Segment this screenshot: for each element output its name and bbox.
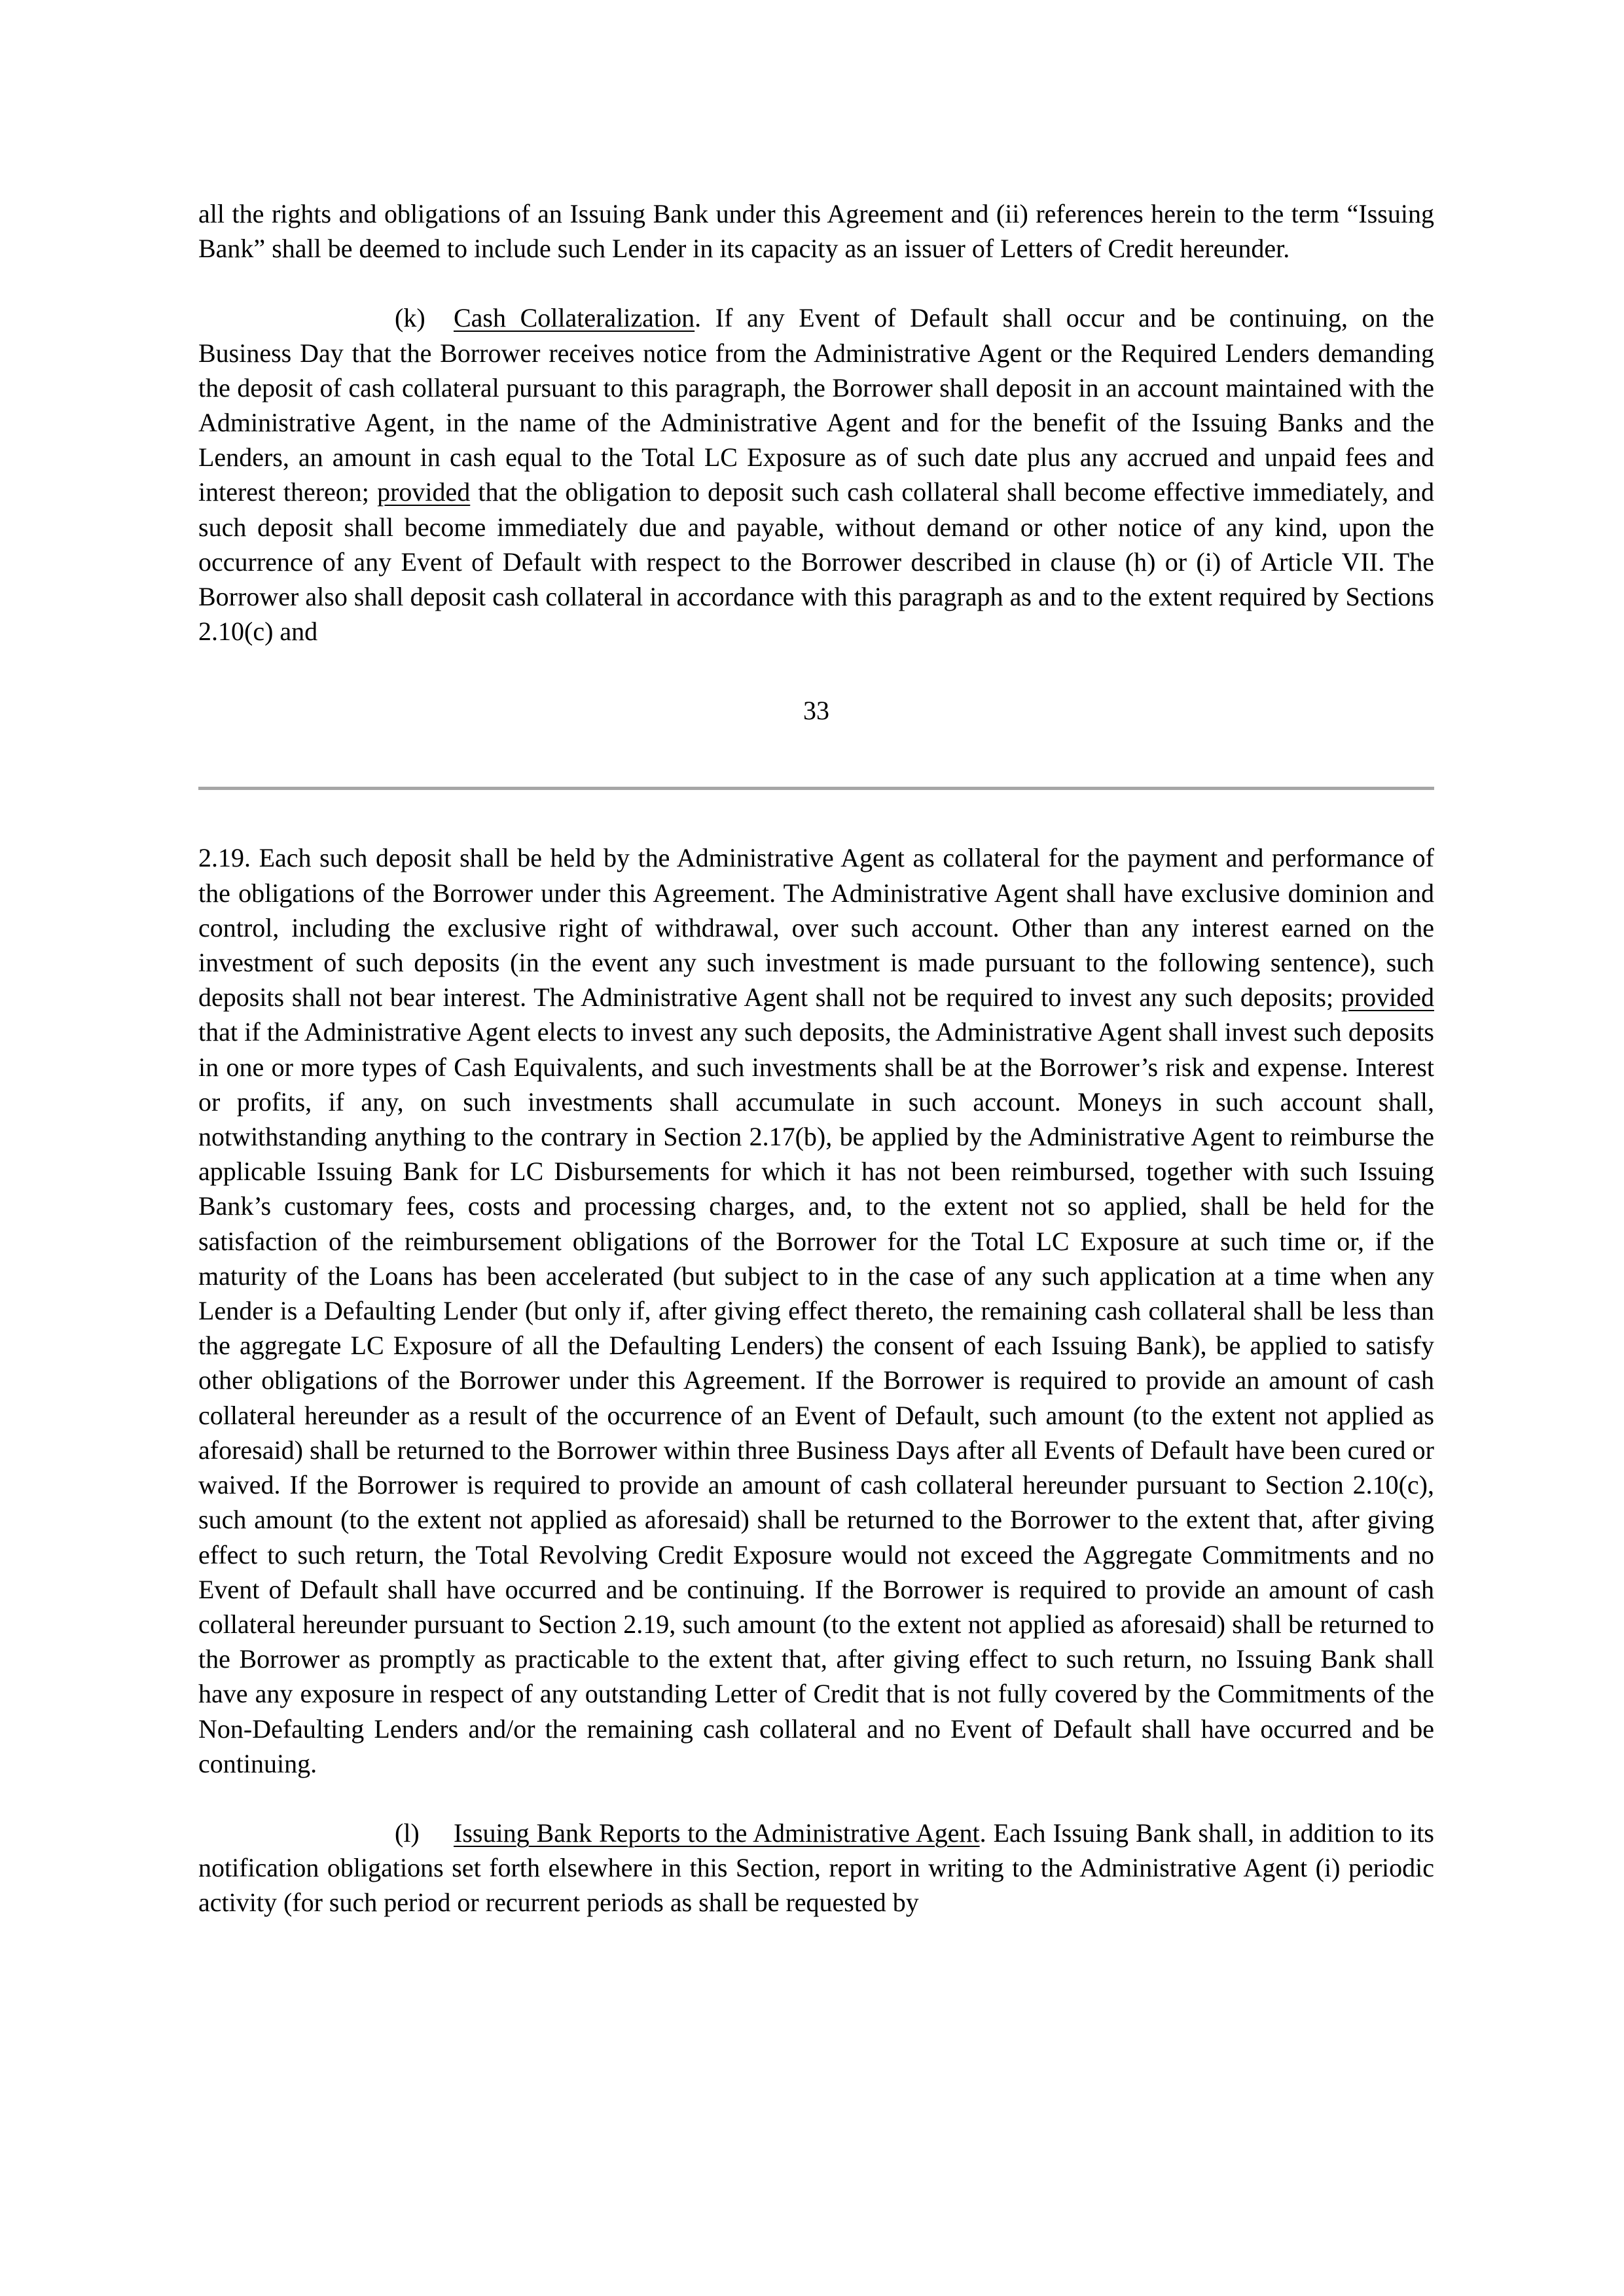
page-number: 33 bbox=[803, 696, 829, 726]
paragraph-continuation bbox=[198, 196, 1434, 266]
paragraph-deposit-held bbox=[198, 840, 1434, 1780]
section-heading: Issuing Bank Reports to the Administrative Agent bbox=[454, 1818, 980, 1848]
page-divider bbox=[198, 787, 1434, 790]
section-l-issuing-bank-reports bbox=[198, 1816, 1434, 1920]
section-text: . If any Event of Default shall occur and be continuing, on the Business Day that the Borrower receives notice from the Administrative Agent or the Required Lenders demanding the deposit of cash collateral pursuant to this paragraph, the Borrower shall deposit in an account maintained with the Administrative Agent, in the name of the Administrative Agent and for the benefit of the Issuing Banks and the Lenders, an amount in cash equal to the Total LC Exposure as of such date plus any accrued and unpaid fees and interest thereon; bbox=[198, 303, 1434, 507]
section-marker: (l) bbox=[395, 1818, 420, 1848]
provided-term: provided bbox=[377, 477, 471, 507]
paragraph-text: 2.19. Each such deposit shall be held by the Administrative Agent as collateral for the payment and performance of the obligations of the Borrower under this Agreement. The Administrative Agent shall have exclusive dominion and control, including the exclusive right of withdrawal, over such account. Other than any interest earned on the investment of such deposits (in the event any such investment is made pursuant to the following sentence), such deposits shall not bear interest. The Administrative Agent shall not be required to invest any such deposits; bbox=[198, 843, 1434, 1013]
paragraph-text-continued: that if the Administrative Agent elects to invest any such deposits, the Administrative Agent shall invest such deposits in one or more types of Cash Equivalents, and such investments shall be at the Borrower’s risk and expense. Interest or profits, if any, on such investments shall accumulate in such account. Moneys in such account shall, notwithstanding anything to the contrary in Section 2.17(b), be applied by the Administrative Agent to reimburse the applicable Issuing Bank for LC Disbursements for which it has not been reimbursed, together with such Issuing Bank’s customary fees, costs and processing charges, and, to the extent not so applied, shall be held for the satisfaction of the reimbursement obligations of the Borrower for the Total LC Exposure at such time or, if the maturity of the Loans has been accelerated (but subject to in the case of any such application at a time when any Lender is a Defaulting Lender (but only if, after giving effect thereto, the remaining cash collateral shall be less than the aggregate LC Exposure of all the Defaulting Lenders) the consent of each Issuing Bank), be applied to satisfy other obligations of the Borrower under this Agreement. If the Borrower is required to provide an amount of cash collateral hereunder as a result of the occurrence of an Event of Default, such amount (to the extent not applied as aforesaid) shall be returned to the Borrower within three Business Days after all Events of Default have been cured or waived. If the Borrower is required to provide an amount of cash collateral hereunder pursuant to Section 2.10(c), such amount (to the extent not applied as aforesaid) shall be returned to the Borrower to the extent that, after giving effect to such return, the Total Revolving Credit Exposure would not exceed the Aggregate Commitments and no Event of Default shall have occurred and be continuing. If the Borrower is required to provide an amount of cash collateral hereunder pursuant to Section 2.19, such amount (to the extent not applied as aforesaid) shall be returned to the Borrower as promptly as practicable to the extent that, after giving effect to such return, no Issuing Bank shall have any exposure in respect of any outstanding Letter of Credit that is not fully covered by the Commitments of the Non-Defaulting Lenders and/or the remaining cash collateral and no Event of Default shall have occurred and be continuing. bbox=[198, 1017, 1434, 1778]
provided-term: provided bbox=[1341, 982, 1434, 1013]
paragraph-text: all the rights and obligations of an Issuing Bank under this Agreement and (ii) references herein to the term “Issuing Bank” shall be deemed to include such Lender in its capacity as an issuer of Letters of Credit hereunder. bbox=[198, 199, 1434, 264]
section-k-cash-collateralization bbox=[198, 300, 1434, 649]
document-page bbox=[198, 196, 1434, 1920]
section-heading: Cash Collateralization bbox=[454, 303, 695, 333]
section-text: . Each Issuing Bank shall, in addition to its notification obligations set forth elsewhere in this Section, report in writing to the Administrative Agent (i) periodic activity (for such period or recurrent periods as shall be requested by bbox=[198, 1818, 1434, 1918]
section-text-continued: that the obligation to deposit such cash collateral shall become effective immediately, and such deposit shall become immediately due and payable, without demand or other notice of any kind, upon the occurrence of any Event of Default with respect to the Borrower described in clause (h) or (i) of Article VII. The Borrower also shall deposit cash collateral in accordance with this paragraph as and to the extent required by Sections 2.10(c) and bbox=[198, 477, 1435, 647]
section-marker: (k) bbox=[395, 303, 425, 333]
